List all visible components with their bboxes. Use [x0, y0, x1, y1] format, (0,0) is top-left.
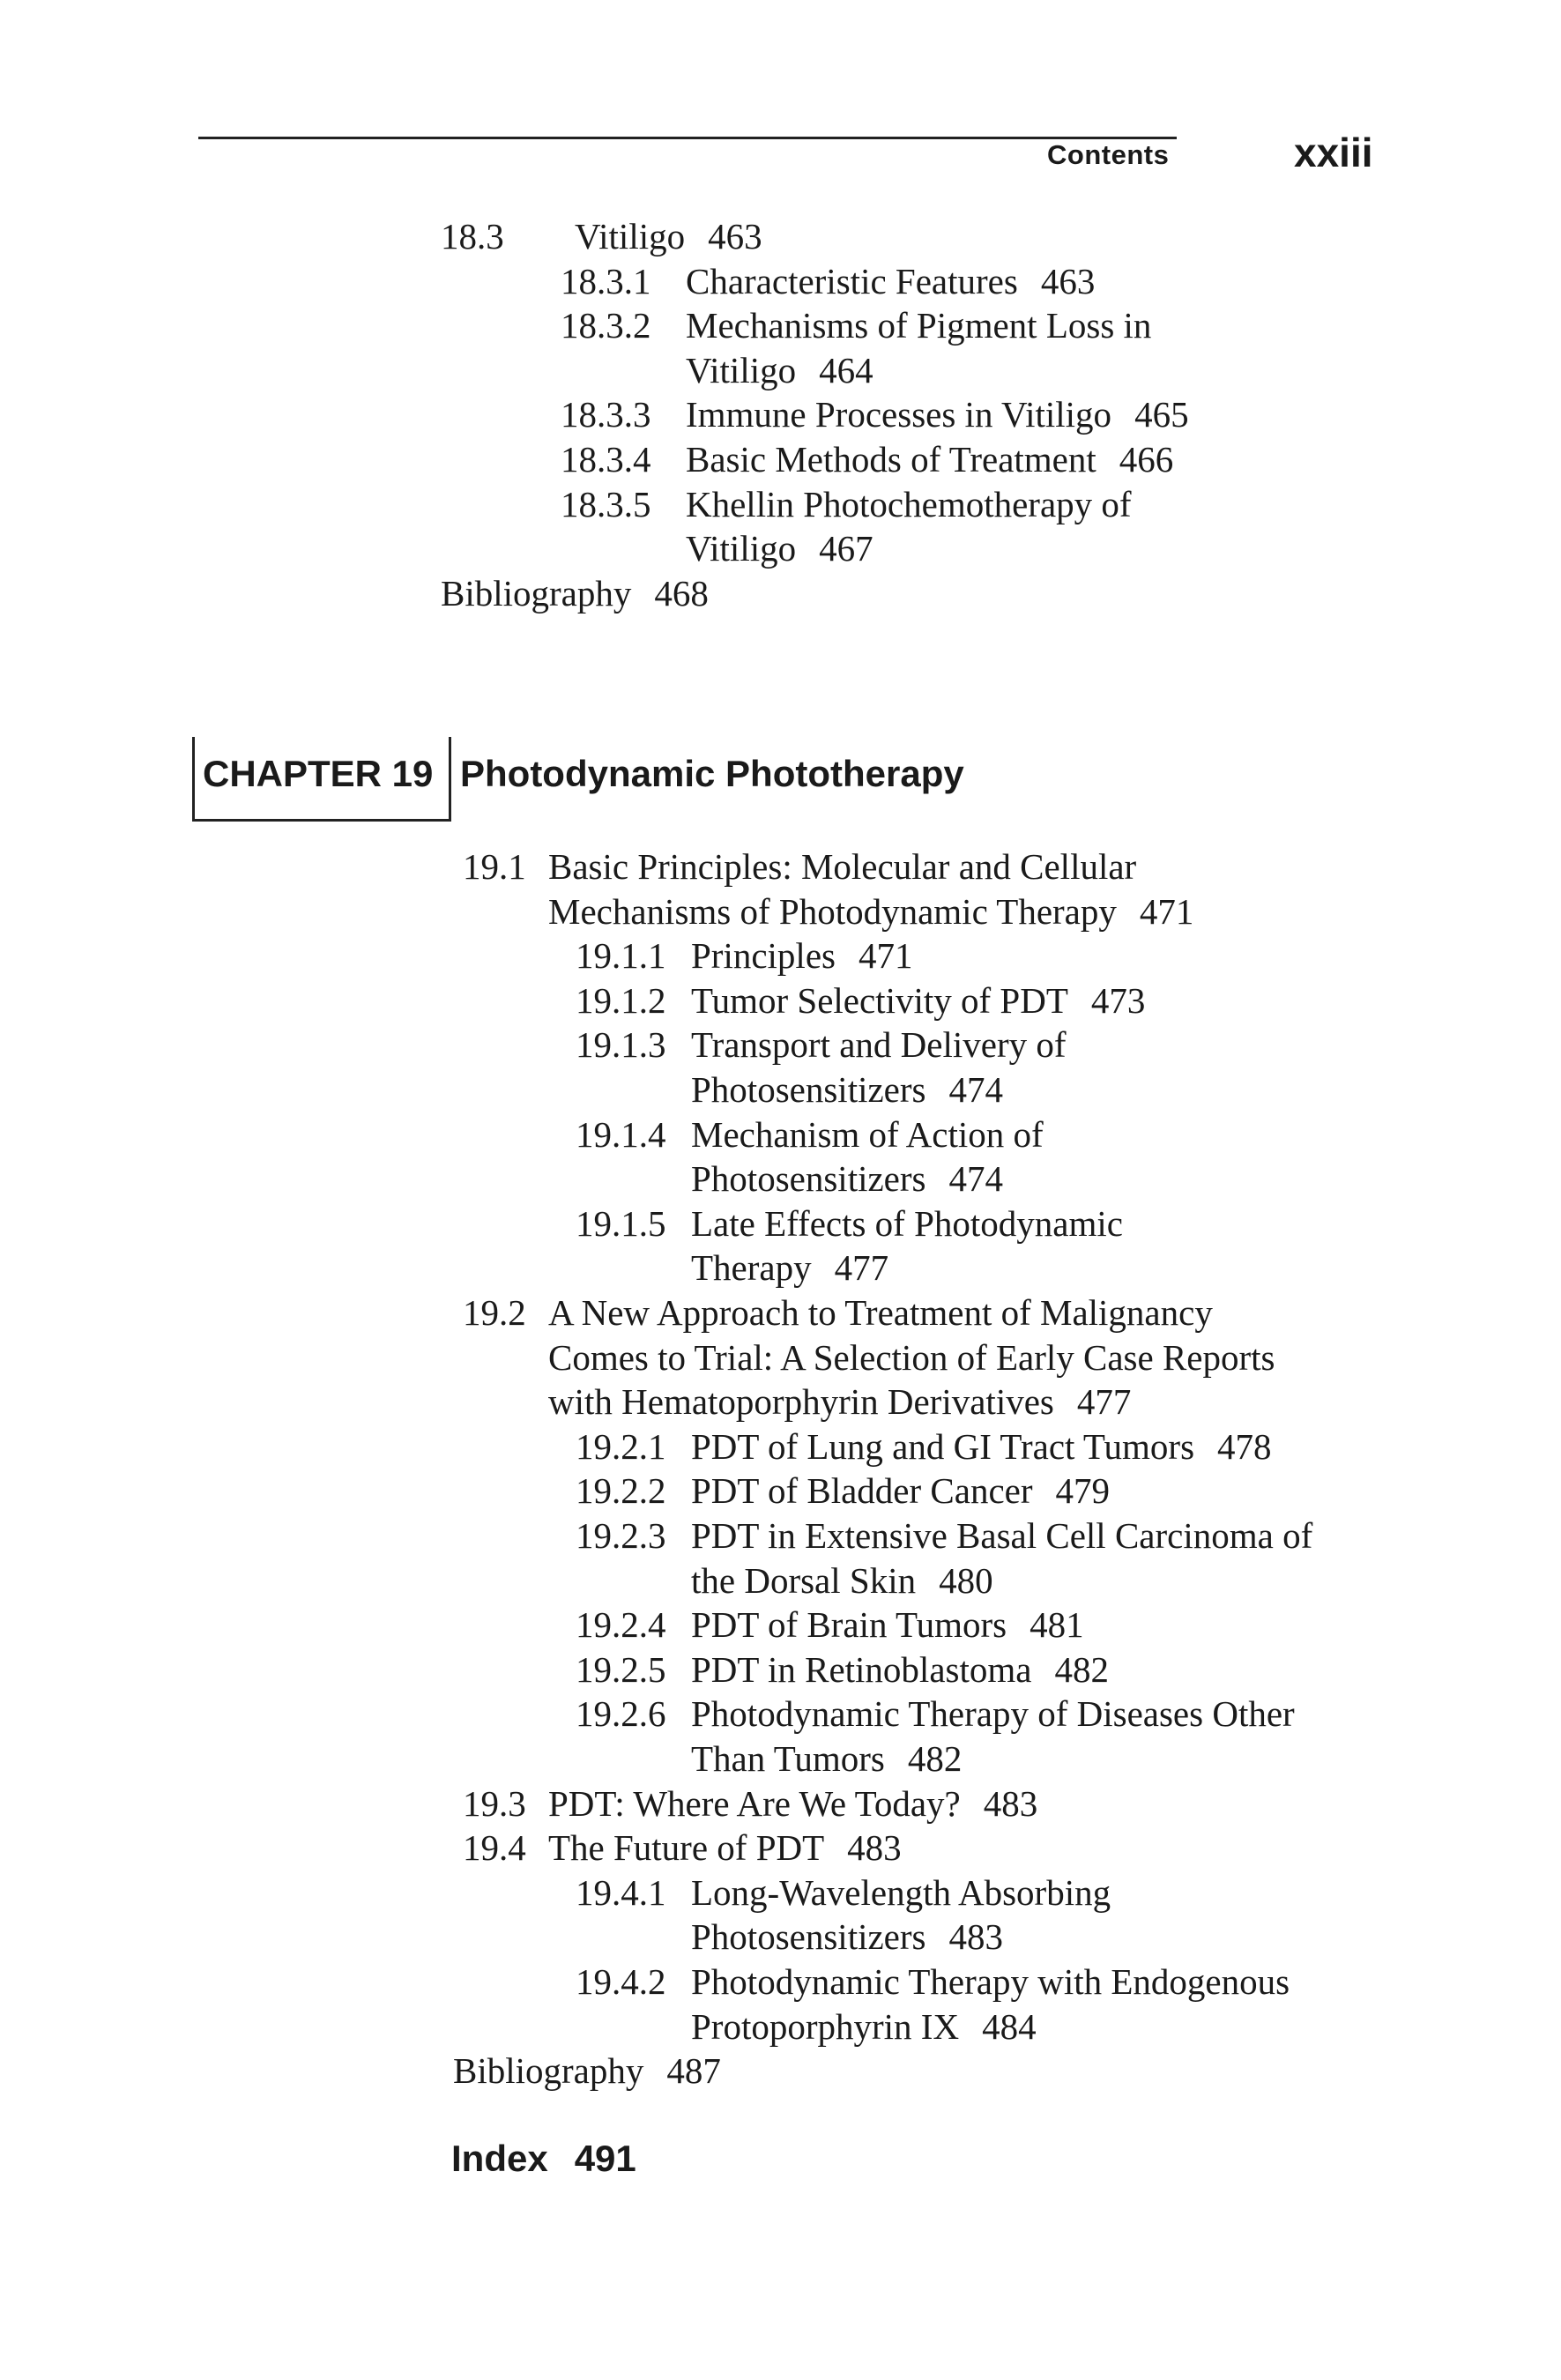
entry-title: Comes to Trial: A Selection of Early Case Reports [548, 1336, 1275, 1378]
toc-line[interactable] [576, 1692, 1295, 1736]
entry-title: Therapy [691, 1247, 812, 1289]
section-number: 19.2.5 [576, 1648, 666, 1690]
toc-line[interactable] [576, 1603, 1084, 1647]
section-number: 19.2.6 [576, 1693, 666, 1735]
toc-line[interactable] [686, 526, 873, 570]
page-number: 471 [858, 935, 913, 977]
toc-line[interactable] [561, 259, 1095, 303]
page-number: 482 [1054, 1648, 1109, 1690]
entry-title: Basic Principles: Molecular and Cellular [548, 846, 1137, 887]
page-number: 471 [1139, 890, 1194, 932]
entry-title: Photodynamic Therapy with Endogenous [691, 1961, 1290, 2002]
toc-line[interactable] [576, 1871, 1111, 1915]
toc-line[interactable] [576, 1023, 1067, 1067]
section-number: 18.3.5 [561, 483, 651, 524]
toc-line[interactable] [548, 1380, 1131, 1424]
section-number: 19.4.1 [576, 1871, 666, 1913]
toc-line[interactable] [576, 1514, 1312, 1558]
header-rule [198, 137, 1177, 139]
entry-title: Bibliography [441, 572, 632, 614]
section-number: 18.3.4 [561, 439, 651, 480]
page-number: 483 [847, 1827, 902, 1869]
section-number: 18.3 [441, 216, 504, 257]
section-number: 19.1.2 [576, 979, 666, 1021]
page-number: 474 [948, 1158, 1003, 1200]
page-number: 473 [1090, 979, 1146, 1021]
entry-title: PDT in Retinoblastoma [691, 1648, 1032, 1690]
entry-title: Long-Wavelength Absorbing [691, 1871, 1111, 1913]
chapter-title: Photodynamic Phototherapy [460, 753, 964, 794]
toc-line[interactable] [548, 889, 1193, 933]
entry-title: Photosensitizers [691, 1158, 926, 1200]
entry-title: Immune Processes in Vitiligo [686, 394, 1112, 435]
entry-title: PDT of Brain Tumors [691, 1604, 1007, 1646]
toc-line[interactable] [691, 1737, 962, 1781]
index-entry[interactable] [451, 2138, 636, 2180]
entry-title: Photosensitizers [691, 1916, 926, 1958]
page-number: 463 [1040, 260, 1096, 301]
toc-line[interactable] [561, 392, 1189, 436]
toc-line[interactable] [691, 1157, 1003, 1201]
page-number: 483 [983, 1782, 1038, 1824]
entry-title: Mechanisms of Pigment Loss in [686, 305, 1152, 346]
section-number: 19.1.5 [576, 1202, 666, 1244]
toc-line[interactable] [453, 2049, 721, 2093]
entry-title: Late Effects of Photodynamic [691, 1202, 1123, 1244]
page-number: 463 [708, 216, 762, 257]
page-number: 465 [1134, 394, 1189, 435]
section-number: 19.1 [463, 846, 526, 887]
toc-line[interactable] [548, 1335, 1275, 1380]
section-number: 19.1.3 [576, 1024, 666, 1066]
page-number: 468 [654, 572, 709, 614]
entry-title: PDT of Bladder Cancer [691, 1470, 1033, 1512]
entry-title: Protoporphyrin IX [691, 2005, 960, 2047]
page-number: 484 [982, 2005, 1037, 2047]
toc-line[interactable] [463, 1826, 902, 1870]
page-number: 487 [666, 2050, 721, 2092]
page-number: 480 [939, 1559, 993, 1601]
entry-title: Khellin Photochemotherapy of [686, 483, 1132, 524]
page-number: 474 [948, 1069, 1003, 1110]
toc-line[interactable] [561, 437, 1173, 481]
toc-line[interactable] [441, 214, 762, 258]
section-number: 19.1.4 [576, 1113, 666, 1155]
section-number: 18.3.3 [561, 394, 651, 435]
entry-title: PDT of Lung and GI Tract Tumors [691, 1425, 1195, 1467]
toc-line[interactable] [691, 1067, 1003, 1112]
section-number: 19.2.2 [576, 1470, 666, 1512]
entry-title: Vitiligo [686, 528, 797, 569]
entry-title: Bibliography [453, 2050, 644, 2092]
entry-title: The Future of PDT [548, 1827, 825, 1869]
page-folio: xxiii [1294, 130, 1373, 175]
toc-line[interactable] [691, 2004, 1037, 2049]
page-number: 477 [1076, 1381, 1132, 1423]
toc-line[interactable] [576, 1201, 1123, 1246]
entry-title: Vitiligo [686, 349, 797, 390]
toc-line[interactable] [576, 1647, 1109, 1692]
section-number: 19.4 [463, 1827, 526, 1869]
entry-title: PDT: Where Are We Today? [548, 1782, 961, 1824]
toc-line[interactable] [561, 482, 1132, 526]
toc-line[interactable] [576, 933, 912, 978]
toc-line[interactable] [463, 844, 1136, 889]
page-number: 466 [1119, 439, 1174, 480]
page-number: 481 [1030, 1604, 1084, 1646]
toc-line[interactable] [561, 303, 1151, 347]
section-number: 19.2 [463, 1292, 526, 1333]
chapter-label: CHAPTER 19 [203, 753, 434, 794]
entry-title: Vitiligo [575, 216, 686, 257]
index-label: Index [451, 2138, 548, 2179]
section-number: 19.1.1 [576, 935, 666, 977]
entry-title: Basic Methods of Treatment [686, 439, 1096, 480]
page-number: 483 [948, 1916, 1003, 1958]
entry-title: Mechanisms of Photodynamic Therapy [548, 890, 1117, 932]
toc-line[interactable] [576, 978, 1145, 1023]
entry-title: Transport and Delivery of [691, 1024, 1067, 1066]
page-number: 482 [907, 1738, 963, 1779]
section-number: 19.2.1 [576, 1425, 666, 1467]
toc-line[interactable] [691, 1246, 888, 1290]
entry-title: PDT in Extensive Basal Cell Carcinoma of [691, 1515, 1313, 1556]
section-number: 19.2.4 [576, 1604, 666, 1646]
toc-line[interactable] [441, 571, 709, 615]
entry-title: Characteristic Features [686, 260, 1018, 301]
entry-title: with Hematoporphyrin Derivatives [548, 1381, 1054, 1423]
toc-line[interactable] [576, 1424, 1272, 1469]
page-number: 478 [1217, 1425, 1272, 1467]
section-number: 19.4.2 [576, 1961, 666, 2002]
toc-line[interactable] [576, 1112, 1044, 1157]
entry-title: Photosensitizers [691, 1069, 926, 1110]
page-number: 467 [819, 528, 873, 569]
index-page: 491 [574, 2138, 636, 2179]
page-number: 464 [819, 349, 873, 390]
page-number: 479 [1055, 1470, 1110, 1512]
toc-line[interactable] [463, 1290, 1213, 1335]
section-number: 19.3 [463, 1782, 526, 1824]
toc-line[interactable] [691, 1558, 993, 1603]
entry-title: Photodynamic Therapy of Diseases Other [691, 1693, 1295, 1735]
entry-title: the Dorsal Skin [691, 1559, 917, 1601]
entry-title: Tumor Selectivity of PDT [691, 979, 1068, 1021]
entry-title: Principles [691, 935, 836, 977]
entry-title: Than Tumors [691, 1738, 885, 1779]
toc-line[interactable] [686, 348, 873, 392]
section-number: 18.3.1 [561, 260, 651, 301]
running-head: Contents [1047, 139, 1170, 170]
toc-line[interactable] [576, 1960, 1290, 2004]
entry-title: A New Approach to Treatment of Malignancy [548, 1292, 1213, 1333]
toc-line[interactable] [576, 1469, 1110, 1513]
section-number: 19.2.3 [576, 1515, 666, 1556]
page-number: 477 [834, 1247, 889, 1289]
entry-title: Mechanism of Action of [691, 1113, 1044, 1155]
toc-line[interactable] [691, 1915, 1003, 1959]
toc-line[interactable] [463, 1781, 1037, 1826]
section-number: 18.3.2 [561, 305, 651, 346]
